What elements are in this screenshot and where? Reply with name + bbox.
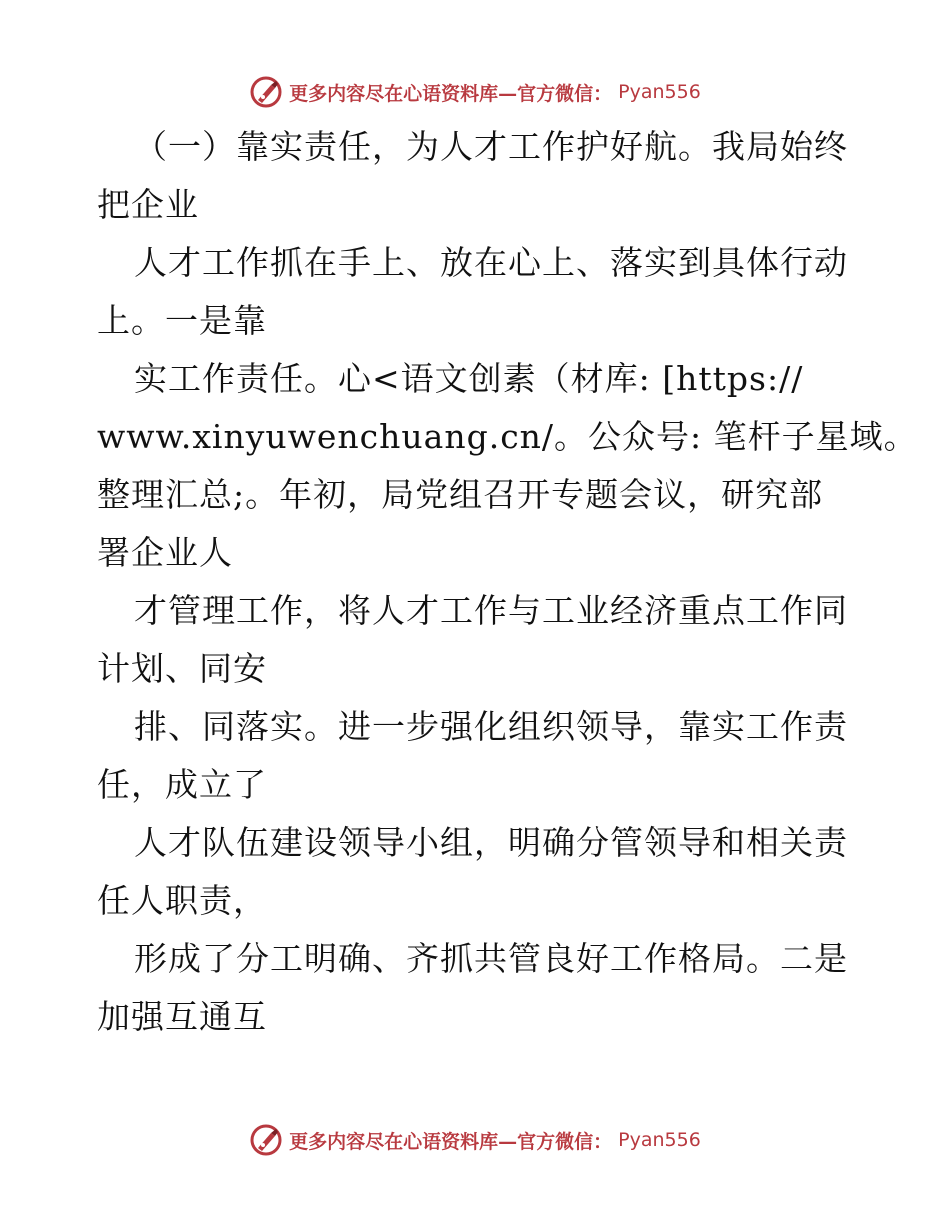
header-watermark-text: 更多内容尽在心语资料库—官方微信： [289,82,613,105]
body-line: （一）靠实责任，为人才工作护好航。我局始终 [134,127,848,166]
body-line: 人才队伍建设领导小组，明确分管领导和相关责 [134,823,848,862]
pen-nib-logo-icon [249,1123,283,1157]
body-line: 整理汇总;。年初，局党组召开专题会议，研究部 [97,475,824,514]
body-line: 形成了分工明确、齐抓共管良好工作格局。二是 [134,939,848,978]
body-line: 加强互通互 [97,997,267,1036]
footer-wechat-id: Pyan556 [618,1129,701,1151]
body-line: www.xinyuwenchuang.cn/。公众号: 笔杆子星域。 [97,417,918,456]
footer-watermark [0,1120,950,1160]
header-wechat-id: Pyan556 [618,81,701,103]
body-line: 任人职责， [97,881,267,920]
body-line: 上。一是靠 [97,301,267,340]
body-line: 把企业 [97,185,199,224]
footer-watermark-text: 更多内容尽在心语资料库—官方微信： [289,1130,613,1153]
body-line: 署企业人 [97,533,233,572]
header-watermark [0,72,950,112]
body-line: 计划、同安 [97,649,267,688]
body-line: 才管理工作，将人才工作与工业经济重点工作同 [134,591,848,630]
body-line: 任，成立了 [97,765,267,804]
body-line: 实工作责任。心<语文创素（材库: [https:// [134,359,804,398]
pen-nib-logo-icon [249,75,283,109]
body-line: 人才工作抓在手上、放在心上、落实到具体行动 [134,243,848,282]
document-body [97,118,918,1046]
body-line: 排、同落实。进一步强化组织领导，靠实工作责 [134,707,848,746]
